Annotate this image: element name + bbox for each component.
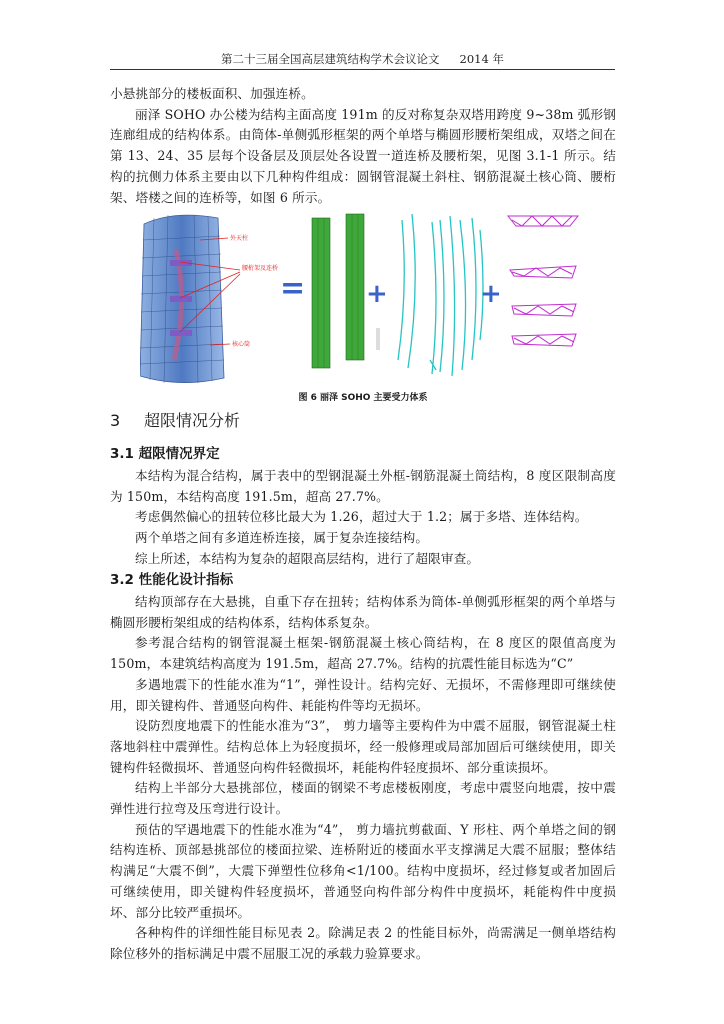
section-3-number: 3 <box>110 411 121 430</box>
plus-sign-2: + <box>480 279 502 309</box>
s32-paragraph-0: 结构顶部存在大悬挑，自重下存在扭转；结构体系为筒体-单侧弧形框架的两个单塔与椭圆形腰桁架组成的结构体系，结构体系复杂。 <box>110 594 616 630</box>
figure-6 <box>140 210 600 390</box>
intro-paragraph-1: 丽泽 SOHO 办公楼为结构主面高度 191m 的反对称复杂双塔用跨度 9~38m 弧形钢连廊组成的结构体系。由筒体-单侧弧形框架的两个单塔与椭圆形腰桁架组成，双塔之间在第 13、24、35 层每个设备层及顶层处各设置一道连桥及腰桁架，见图 3.1-1 所示。结构的抗侧力体系主要由以下几种构件组成：圆钢管混凝土斜柱、钢筋混凝土核心筒、腰桁架、塔楼之间的连桥等，如图 6 所示。 <box>110 106 616 205</box>
diagonal-columns <box>398 214 483 376</box>
s32-paragraph-1: 参考混合结构的钢管混凝土框架-钢筋混凝土核心筒结构，在 8 度区的限值高度为 150m，本建筑结构高度为 191.5m，超高 27.7%。结构的抗震性能目标选为“C” <box>110 635 616 672</box>
waist-trusses <box>508 216 578 346</box>
s32-paragraph-2: 多遇地震下的性能水准为“1”，弹性设计。结构完好、无损坏，不需修理即可继续使用，即关键构件、普通竖向构件、耗能构件等均无损坏。 <box>110 676 616 713</box>
section-3-1-heading: 3.1 超限情况界定 <box>110 446 220 462</box>
label-waist-truss: 腰桁架及连桥 <box>242 265 279 272</box>
header-year: 2014 年 <box>459 52 504 66</box>
s31-paragraph-1: 考虑偶然偏心的扭转位移比最大为 1.26，超过大于 1.2；属于多塔、连体结构。 <box>135 509 588 525</box>
figure-6-graphic <box>140 210 600 390</box>
section-3-2-body <box>110 592 616 965</box>
s32-paragraph-5: 预估的罕遇地震下的性能水准为“4”， 剪力墙抗剪截面、Y 形柱、两个单塔之间的钢结构连桥、顶部悬挑部位的楼面拉梁、连桥附近的楼面水平支撑满足大震不屈服；整体结构满足“大震不倒”，大震下弹塑性位移角<1/100。结构中度损坏，经过修复或者加固后可继续使用，即关键构件轻度损坏，普通竖向构件部分构件中度损坏，耗能构件中度损坏、部分比较严重损坏。 <box>110 821 616 920</box>
tower-rendering <box>140 215 278 383</box>
plus-sign-1: + <box>366 279 388 309</box>
section-3-2-heading: 3.2 性能化设计指标 <box>110 572 234 588</box>
intro-paragraph-0: 小悬挑部分的楼板面积、加强连桥。 <box>110 86 314 101</box>
running-header <box>110 52 615 70</box>
header-conference: 第二十三届全国高层建筑结构学术会议论文 <box>221 52 440 66</box>
figure-6-caption: 图 6 丽泽 SOHO 主要受力体系 <box>298 393 428 403</box>
label-outer-column: 外天柱 <box>230 235 249 242</box>
s31-paragraph-2: 两个单塔之间有多道连桥连接，属于复杂连接结构。 <box>135 530 429 546</box>
s31-paragraph-0: 本结构为混合结构，属于表中的型钢混凝土外框-钢筋混凝土筒结构，8 度区限制高度为 150m，本结构高度 191.5m，超高 27.7%。 <box>110 468 616 504</box>
intro-block <box>110 84 616 208</box>
s32-paragraph-3: 设防烈度地震下的性能水准为“3”， 剪力墙等主要构件为中震不屈服，钢管混凝土柱落地斜柱中震弹性。结构总体上为轻度损坏，经一般修理或局部加固后可继续使用，即关键构件轻微损坏、普通竖向构件轻微损坏，耗能构件轻度损坏、部分重读损坏。 <box>110 718 616 775</box>
s31-paragraph-3: 综上所述，本结构为复杂的超限高层结构，进行了超限审查。 <box>135 550 480 566</box>
s32-paragraph-4: 结构上半部分大悬挑部位，楼面的钢梁不考虑楼板刚度，考虑中震竖向地震，按中震弹性进行拉弯及压弯进行设计。 <box>110 780 616 817</box>
section-3-title: 超限情况分析 <box>144 411 241 430</box>
label-core: 核心筒 <box>232 341 251 348</box>
section-3-1-body <box>110 466 616 570</box>
equals-sign: = <box>280 271 306 306</box>
s32-paragraph-6: 各种构件的详细性能目标见表 2。除满足表 2 的性能目标外，尚需满足一侧单塔结构除位移外的指标满足中震不屈服工况的承载力验算要求。 <box>110 925 616 961</box>
section-3-heading <box>110 410 240 432</box>
